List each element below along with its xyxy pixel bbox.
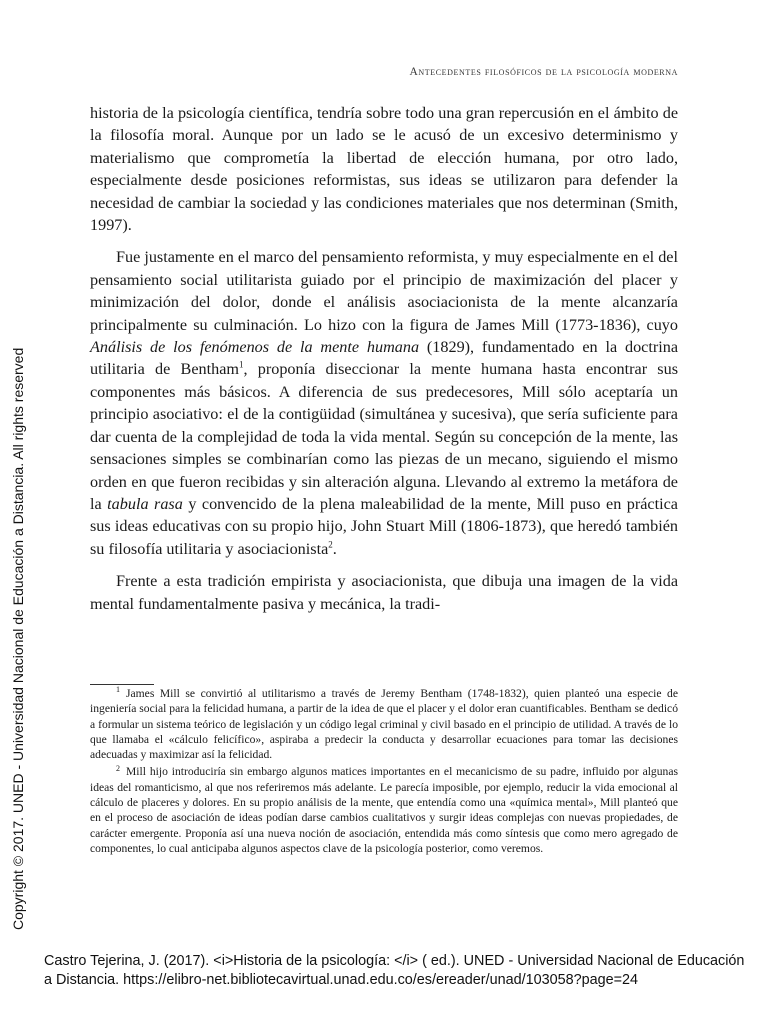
footnote-number: 1 [116, 685, 120, 695]
tabula-rasa-italic: tabula rasa [107, 494, 183, 513]
footnote-text: Mill hijo introduciría sin embargo algunos matices importantes en el mecanicismo de su padre, influido por algunas ideas del romanticismo, al que nos referiremos más adelante. Le parecía imposible, por ejemplo, reducir la vida emocional al cálculo de placeres y dolores. En su propio análisis de la mente, que entendía como una «química mental», Mill planteó que en el proceso de asociación de ideas podían darse cambios cualitativos y surgir ideas complejas con nuevas propiedades, de carácter emergente. Proponía así una nueva noción de asociación, entendida más como síntesis que como mero agregado de componentes, lo cual anticipaba algunos aspectos clave de la psicología posterior, como veremos. [90, 765, 678, 855]
paragraph-2-text-a: Fue justamente en el marco del pensamiento reformista, y muy especialmente en el del pensamiento social utilitarista guiado por el principio de maximización del placer y minimización del dolor, donde el análisis asociacionista de la mente alcanzaría principalmente su culminación. Lo hizo con la figura de James Mill (1773-1836), cuyo [90, 248, 678, 334]
footnote-2 [90, 764, 678, 856]
copyright-notice: Copyright © 2017. UNED - Universidad Nacional de Educación a Distancia. All rights reserved [10, 347, 26, 930]
paragraph-1: historia de la psicología científica, tendría sobre todo una gran repercusión en el ámbito de la filosofía moral. Aunque por un lado se le acusó de un excesivo determinismo y materialismo que comprometía la libertad de elección humana, por otro lado, especialmente desde posiciones reformistas, sus ideas se utilizaron para defender la necesidad de cambiar la sociedad y las condiciones materiales que nos determinan (Smith, 1997). [90, 104, 678, 235]
footnotes [90, 686, 678, 858]
citation-footer: Castro Tejerina, J. (2017). <i>Historia de la psicología: </i> ( ed.). UNED - Universidad Nacional de Educación a Distancia. https://elibro-net.bibliotecavirtual.unad.edu.co/es/ereader/unad/103058?page=24 [44, 953, 745, 988]
paragraph-2-text-g: . [332, 539, 337, 558]
footnote-ref-1[interactable]: 1 [238, 360, 244, 371]
footnote-divider [90, 684, 154, 685]
footnote-1 [90, 686, 678, 762]
paragraph-2-text-d: , proponía diseccionar la mente humana hasta encontrar sus componentes más básicos. A diferencia de sus predecesores, Mill sólo aceptaría un principio asociativo: el de la contigüidad (simultánea y sucesiva), que sería suficiente para dar cuenta de la complejidad de toda la vida mental. Según su concepción de la mente, las sensaciones simples se combinarían como las piezas de un mecano, siguiendo el mismo orden en que fueron recibidas y sin alteración alguna. Llevando al extremo la metáfora de la [90, 360, 678, 513]
body-text [90, 102, 678, 615]
running-head: Antecedentes filosóficos de la psicología moderna [409, 66, 678, 78]
footnote-number: 2 [116, 763, 120, 773]
book-title-italic: Análisis de los fenómenos de la mente humana [90, 338, 420, 357]
footnote-ref-2[interactable]: 2 [328, 539, 333, 550]
paragraph-3: Frente a esta tradición empirista y asociacionista, que dibuja una imagen de la vida mental fundamentalmente pasiva y mecánica, la tradi- [90, 572, 678, 613]
paragraph-2 [90, 246, 678, 560]
footnote-text: James Mill se convirtió al utilitarismo a través de Jeremy Bentham (1748-1832), quien planteó una especie de ingeniería social para la felicidad humana, a partir de la idea de que el placer y el dolor eran cuantificables. Bentham se dedicó a formular un sistema teórico de legislación y un código legal criminal y civil basado en el principio de utilidad. A través de lo que llamaba el «cálculo felicífico», aspiraba a predecir la conducta y desarrollar ecuaciones para tomar las decisiones adecuadas y maximizar así la felicidad. [90, 687, 678, 762]
paragraph-2-text-f: y convencido de la plena maleabilidad de la mente, Mill puso en práctica sus ideas educativas con su propio hijo, John Stuart Mill (1806-1873), que heredó también su filosofía utilitaria y asociacionista [90, 494, 678, 558]
paragraph-2-text-c: (1829), fundamentado en la doctrina utilitaria de Bentham [90, 338, 679, 379]
